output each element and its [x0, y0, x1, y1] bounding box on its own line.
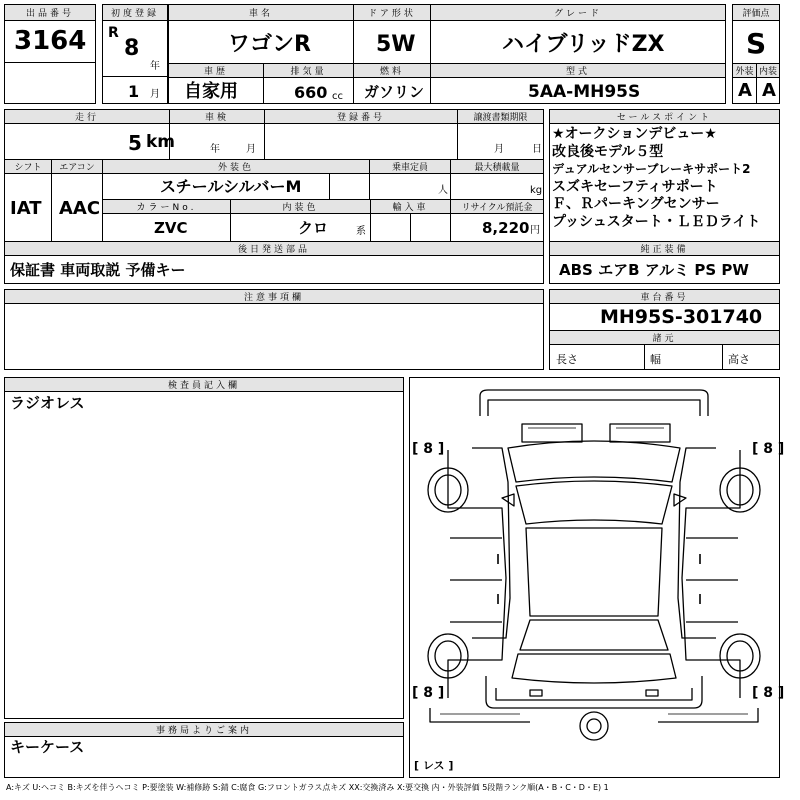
import-label: 輸入車 — [370, 199, 451, 214]
spare-label: [ レス ] — [414, 759, 454, 772]
grade-label: グレード — [430, 4, 726, 21]
model-label: 車名 — [168, 4, 354, 21]
shift-label: シフト — [4, 159, 52, 174]
sales-points — [552, 126, 778, 231]
capacity-unit: 人 — [438, 185, 448, 196]
later-value: 保証書 車両取説 予備キー — [10, 261, 186, 279]
dims-height: 高さ — [728, 353, 750, 366]
sales-label: セールスポイント — [549, 109, 780, 124]
sales-line: ★オークションデビュー★ — [552, 126, 717, 142]
reg-label: 初度登録 — [102, 4, 168, 21]
ac-label: エアコン — [51, 159, 103, 174]
lot-number: 3164 — [14, 26, 87, 56]
vehicle-details — [4, 109, 544, 284]
equip-label: 純正装備 — [549, 241, 780, 256]
chassis-value: MH95S-301740 — [600, 306, 763, 328]
dims-length: 長さ — [556, 353, 578, 366]
sales-line: 改良後モデル５型 — [552, 143, 664, 160]
insp-year-unit: 年 — [210, 144, 220, 155]
colorno-label: カラーNo. — [102, 199, 231, 214]
ac-value: AAC — [59, 198, 101, 219]
later-label: 後日発送部品 — [4, 241, 544, 256]
score-label: 評価点 — [732, 4, 780, 21]
sales-line: プッシュスタート・ＬＥＤライト — [552, 213, 761, 230]
dims-width: 幅 — [650, 353, 661, 366]
notes-box — [4, 303, 544, 370]
lot-label: 出品番号 — [4, 4, 96, 21]
model-name: ワゴンR — [228, 32, 311, 57]
reg-era: R — [108, 25, 119, 41]
intcolor-value: クロ — [298, 219, 329, 237]
front-bumper-outline — [480, 390, 708, 416]
inspector-text: ラジオレス — [10, 394, 85, 412]
color-value: スチールシルバーM — [160, 177, 302, 196]
fuel-value: ガソリン — [364, 83, 425, 101]
chassis-label: 車台番号 — [549, 289, 780, 304]
dims-label: 諸元 — [549, 330, 780, 345]
recycle-value: 8,220 — [482, 219, 530, 237]
windshield-outline — [516, 481, 672, 524]
office-label: 事務局よりご案内 — [4, 722, 404, 737]
mileage-value: 5 — [128, 131, 142, 155]
history-label: 車歴 — [168, 63, 264, 78]
legend-text: A:キズ U:ヘコミ B:キズを伴うヘコミ P:要塗装 W:補修跡 S:錆 C:腐食 G:フロントガラス点キズ XX:交換済み X:要交換 内・外装評価 5段階ランク順(A・B・C・D・E) 1 — [6, 783, 609, 792]
reg-month: 1 — [128, 82, 140, 101]
roof-outline — [526, 528, 662, 616]
hood-outline — [508, 441, 680, 482]
ext-value: A — [738, 80, 752, 101]
mileage-label: 走行 — [4, 109, 170, 124]
reg-year-unit: 年 — [150, 61, 160, 72]
colorno-value: ZVC — [154, 219, 188, 237]
tire-rr-label: [ 8 ] — [752, 685, 785, 701]
recycle-label: リサイクル預託金 — [450, 199, 544, 214]
displacement-label: 排気量 — [263, 63, 354, 78]
insp-month-unit: 月 — [246, 144, 256, 155]
ext-label: 外装 — [732, 63, 757, 78]
sales-line: Ｆ、Ｒパーキングセンサー — [552, 196, 720, 212]
headlight-right — [610, 424, 670, 442]
inspector-label: 検査員記入欄 — [4, 377, 404, 392]
notes-label: 注意事項欄 — [4, 289, 544, 304]
headlight-left — [522, 424, 582, 442]
transfer-label: 譲渡書類期限 — [457, 109, 544, 124]
sales-line: スズキセーフティサポート — [552, 178, 718, 195]
car-outline-diagram — [410, 378, 779, 777]
left-side-outline — [448, 450, 506, 698]
int-label: 内装 — [756, 63, 780, 78]
tire-rl-label: [ 8 ] — [412, 685, 445, 701]
rear-bumper-outline — [486, 676, 702, 708]
right-side-outline — [682, 450, 740, 698]
inspector-box — [4, 391, 404, 719]
reg-year: 8 — [124, 36, 140, 61]
color-label: 外装色 — [102, 159, 370, 174]
door-value: 5W — [376, 32, 416, 57]
top-section — [4, 4, 780, 104]
inspection-label: 車検 — [169, 109, 265, 124]
rear-gate-outline — [512, 654, 676, 683]
sales-line: デュアルセンサーブレーキサポート2 — [552, 162, 751, 176]
km-unit: km — [146, 132, 176, 152]
displacement-value: 660 — [294, 83, 328, 102]
intcolor-label: 内装色 — [230, 199, 371, 214]
fuel-label: 燃料 — [353, 63, 431, 78]
capacity-label: 乗車定員 — [369, 159, 451, 174]
tire-fl-label: [ 8 ] — [412, 441, 445, 457]
cc-unit: cc — [332, 91, 343, 102]
car-diagram — [409, 377, 785, 778]
shift-value: IAT — [10, 198, 42, 219]
tire-fr-label: [ 8 ] — [752, 441, 785, 457]
office-text: キーケース — [10, 738, 85, 756]
load-label: 最大積載量 — [450, 159, 544, 174]
load-unit: kg — [530, 185, 543, 196]
recycle-unit: 円 — [530, 225, 540, 236]
int-value: A — [762, 80, 776, 101]
sales-section — [549, 109, 780, 284]
transfer-day-unit: 日 — [532, 144, 542, 155]
spare-tire — [580, 712, 608, 740]
type-label: 型式 — [430, 63, 726, 78]
score-value: S — [746, 27, 767, 60]
history-value: 自家用 — [184, 81, 238, 102]
grade-value: ハイブリッドZX — [502, 32, 665, 57]
intcolor-unit: 系 — [356, 226, 366, 237]
rear-window-outline — [520, 620, 668, 650]
equip-value: ABS エアB アルミ PS PW — [559, 261, 749, 279]
door-label: ドア形状 — [353, 4, 431, 21]
type-value: 5AA-MH95S — [528, 82, 641, 102]
regno-label: 登録番号 — [264, 109, 458, 124]
reg-month-unit: 月 — [150, 89, 160, 100]
transfer-month-unit: 月 — [494, 144, 504, 155]
